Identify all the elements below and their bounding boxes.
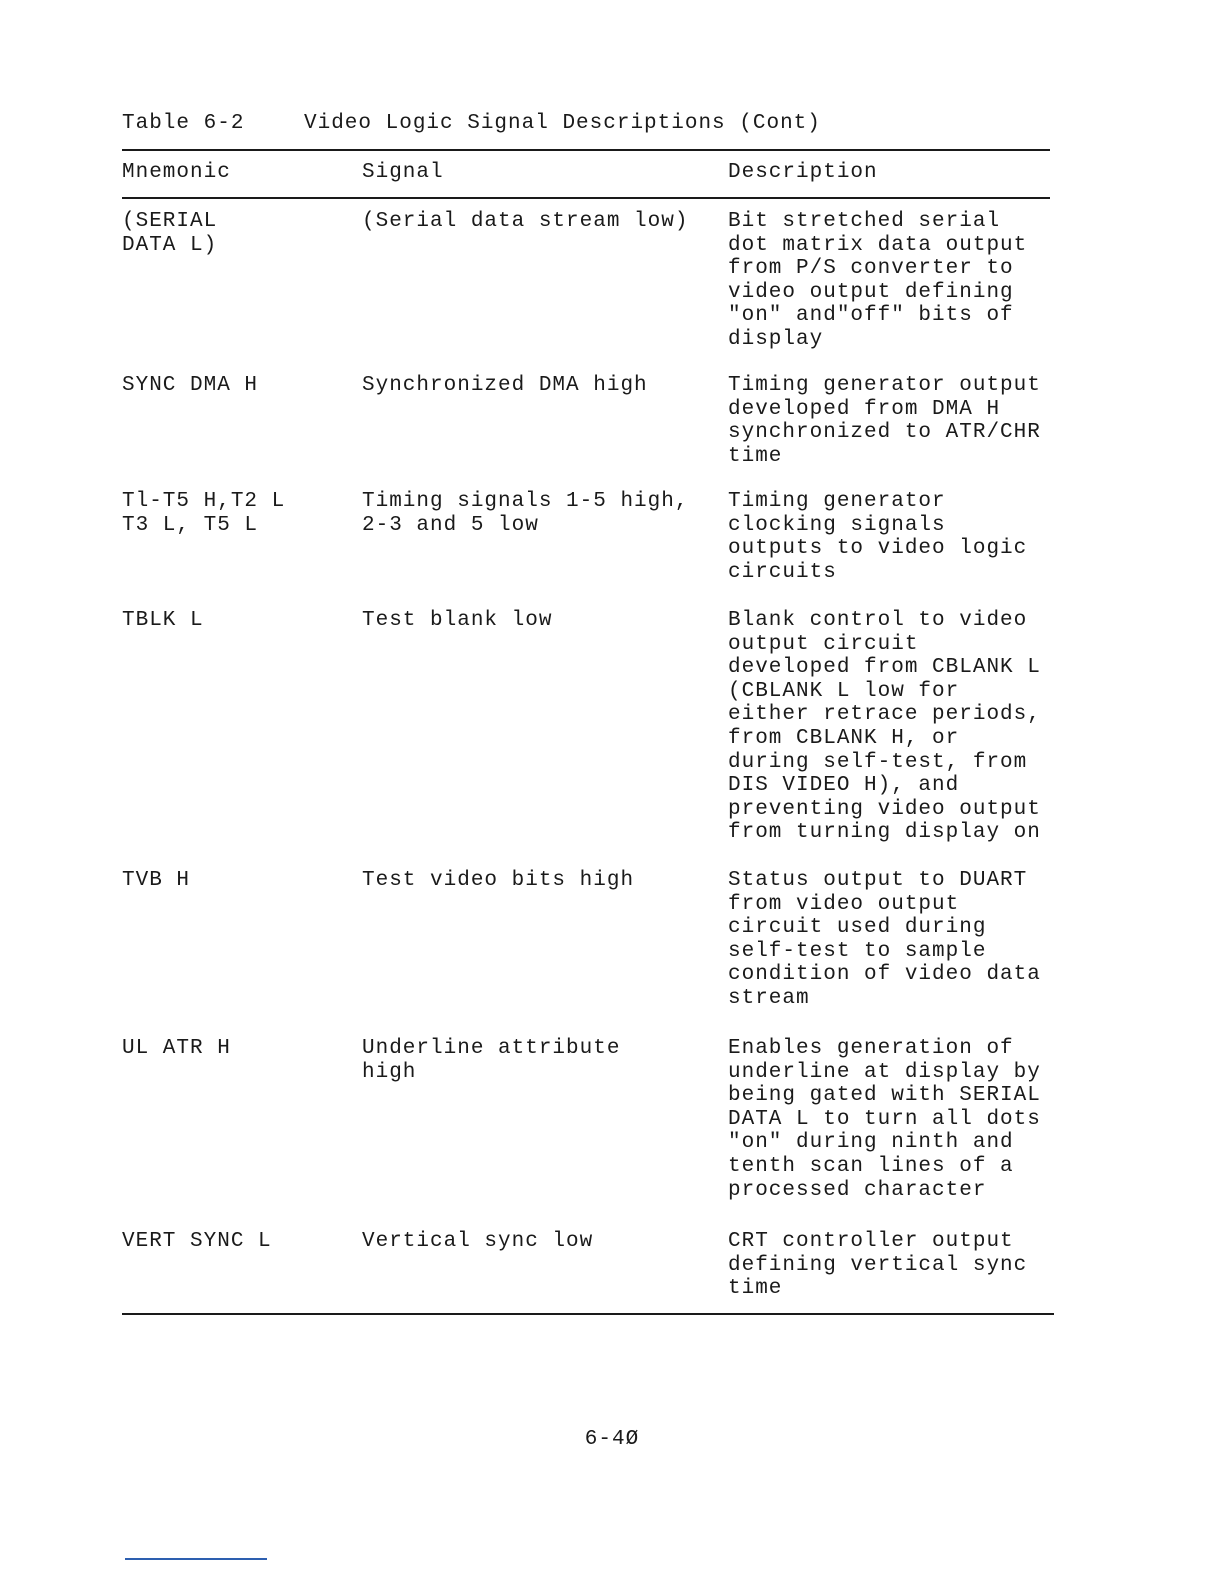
header-description: Description <box>728 161 878 184</box>
scan-edge-line <box>125 1558 267 1560</box>
table-caption <box>122 112 821 135</box>
description-cell: Enables generation of underline at display by being gated with SERIAL DATA L to turn all dots "on" during ninth and tenth scan lines of a processed character <box>728 1037 1041 1202</box>
description-cell: Blank control to video output circuit developed from CBLANK L (CBLANK L low for either retrace periods, from CBLANK H, or during self-test, from DIS VIDEO H), and preventing video output from turning display on <box>728 609 1041 845</box>
description-cell: Timing generator output developed from DMA H synchronized to ATR/CHR time <box>728 374 1041 468</box>
mnemonic-cell: TBLK L <box>122 609 204 632</box>
signal-cell: Vertical sync low <box>362 1230 594 1253</box>
mnemonic-cell: VERT SYNC L <box>122 1230 272 1253</box>
mnemonic-cell: (SERIAL DATA L) <box>122 210 218 257</box>
table-number: Table 6-2 <box>122 112 245 135</box>
page-number: 6-4Ø <box>584 1428 640 1451</box>
header-mnemonic: Mnemonic <box>122 161 231 184</box>
description-cell: Bit stretched serial dot matrix data output from P/S converter to video output defining "on" and"off" bits of display <box>728 210 1028 351</box>
signal-cell: Test video bits high <box>362 869 635 892</box>
description-cell: Timing generator clocking signals outputs to video logic circuits <box>728 490 1028 584</box>
description-cell: Status output to DUART from video output circuit used during self-test to sample condition of video data stream <box>728 869 1041 1010</box>
header-rule <box>122 197 1050 199</box>
signal-cell: Timing signals 1-5 high, 2-3 and 5 low <box>362 490 689 537</box>
table-title: Video Logic Signal Descriptions (Cont) <box>304 112 821 135</box>
table-bottom-rule <box>122 1313 1054 1315</box>
mnemonic-cell: SYNC DMA H <box>122 374 259 397</box>
signal-cell: Underline attribute high <box>362 1037 621 1084</box>
mnemonic-cell: Tl-T5 H,T2 L T3 L, T5 L <box>122 490 286 537</box>
mnemonic-cell: TVB H <box>122 869 191 892</box>
table-top-rule <box>122 149 1050 151</box>
header-signal: Signal <box>362 161 444 184</box>
description-cell: CRT controller output defining vertical sync time <box>728 1230 1028 1301</box>
mnemonic-cell: UL ATR H <box>122 1037 231 1060</box>
signal-cell: Synchronized DMA high <box>362 374 648 397</box>
signal-cell: Test blank low <box>362 609 553 632</box>
signal-cell: (Serial data stream low) <box>362 210 689 233</box>
